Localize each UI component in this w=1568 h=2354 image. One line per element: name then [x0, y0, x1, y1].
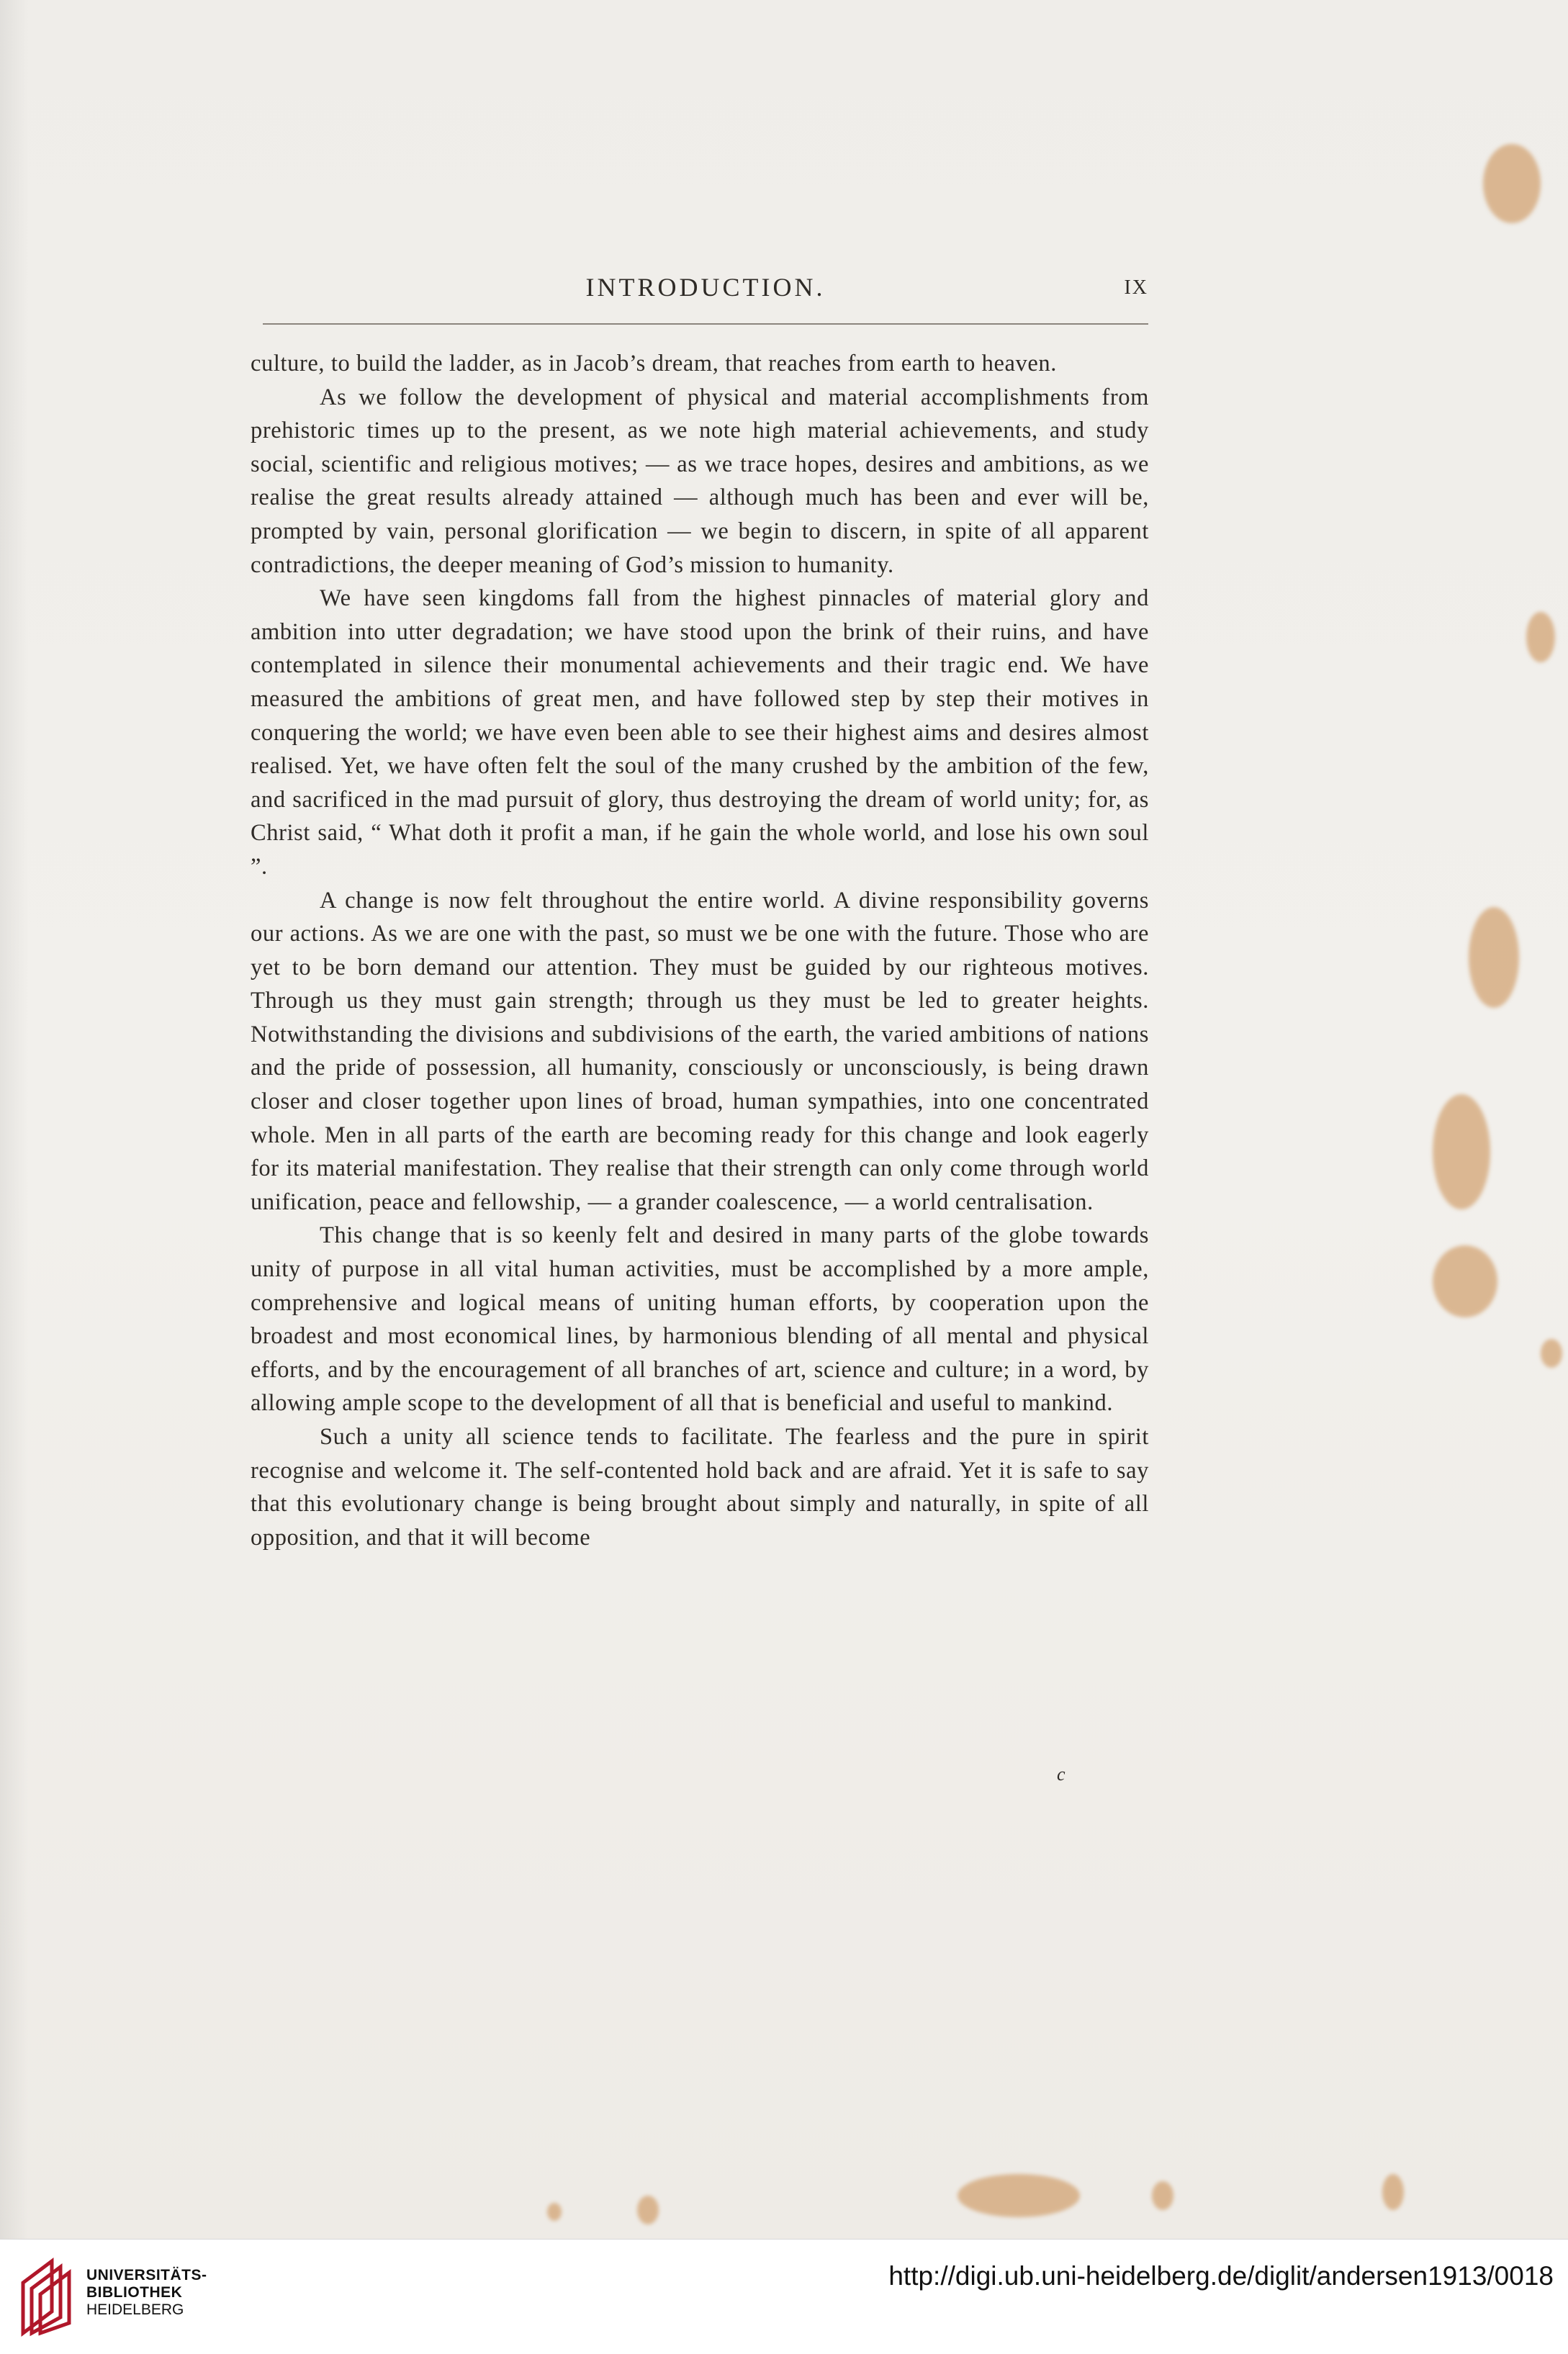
- header-title: INTRODUCTION.: [585, 273, 826, 302]
- foxing-stain: [1469, 907, 1519, 1008]
- foxing-stain: [637, 2196, 659, 2224]
- foxing-stain: [1382, 2174, 1404, 2210]
- body-text: [251, 347, 1149, 1554]
- spine-shadow: [0, 0, 29, 2239]
- library-name-line: HEIDELBERG: [86, 2301, 184, 2318]
- foxing-stain: [1152, 2181, 1173, 2210]
- library-name-line: BIBLIOTHEK: [86, 2284, 183, 2301]
- header-rule: [263, 323, 1148, 325]
- foxing-stain: [1541, 1339, 1562, 1368]
- paragraph: We have seen kingdoms fall from the highest pinnacles of material glory and ambition into utter degradation; we have stood upon the brink of their ruins, and have contemplated in silence their monumental achievements and their tragic end. We have measured the ambitions of great men, and have followed step by step their motives in conquering the world; we have even been able to see their highest aims and desires almost realised. Yet, we have often felt the soul of the many crushed by the ambition of the few, and sacrificed in the mad pursuit of glory, thus destroying the dream of world unity; for, as Christ said, “ What doth it profit a man, if he gain the whole world, and lose his own soul ”.: [251, 585, 1149, 880]
- foxing-stain: [1483, 144, 1541, 223]
- page-number: IX: [1124, 276, 1148, 299]
- paragraph: culture, to build the ladder, as in Jacob’s dream, that reaches from earth to heaven.: [251, 351, 1057, 376]
- signature-mark: c: [1057, 1764, 1065, 1785]
- paragraph: A change is now felt throughout the entire world. A divine responsibility governs our actions. As we are one with the past, so must we be one with the future. Those who are yet to be born demand our attention. They must be guided by our righteous motives. Through us they must gain strength; through us they must be led to greater heights. Notwithstanding the divisions and subdivisions of the earth, the varied ambitions of nations and the pride of possession, all humanity, consciously or unconsciously, is being drawn closer and closer together upon lines of broad, human sympathies, into one concentrated whole. Men in all parts of the earth are becoming ready for this change and look eagerly for its material manifestation. They realise that their strength can only come through world unification, peace and fellowship, — a grander coalescence, — a world centralisation.: [251, 887, 1149, 1215]
- library-logo-icon: [16, 2254, 73, 2339]
- running-header: [263, 268, 1148, 311]
- paragraph: As we follow the development of physical and material accomplishments from prehistoric times up to the present, as we note high material achievements, and study social, scientific and religious motives; — as we trace hopes, desires and ambitions, as we realise the great results already attained — although much has been and ever will be, prompted by vain, personal glorification — we begin to discern, in spite of all apparent contradictions, the deeper meaning of God’s mission to humanity.: [251, 384, 1149, 578]
- foxing-stain: [1433, 1245, 1497, 1317]
- viewer-footer: [0, 2239, 1568, 2354]
- foxing-stain: [958, 2174, 1080, 2217]
- foxing-stain: [1526, 612, 1555, 662]
- paragraph: This change that is so keenly felt and desired in many parts of the globe towards unity of purpose in all vital human activities, must be accomplished by a more ample, comprehensive and logical means of uniting human efforts, by cooperation upon the broadest and most economical lines, by harmonious blending of all mental and physical efforts, and by the encouragement of all branches of art, science and culture; in a word, by allowing ample scope to the development of all that is beneficial and useful to mankind.: [251, 1222, 1149, 1417]
- library-name: [86, 2267, 207, 2319]
- paragraph: Such a unity all science tends to facilitate. The fearless and the pure in spirit recognise and welcome it. The self-contented hold back and are afraid. Yet it is safe to say that this evolutionary change is being brought about simply and naturally, in spite of all opposition, and that it will become: [251, 1424, 1149, 1551]
- foxing-stain: [547, 2203, 562, 2221]
- library-name-line: UNIVERSITÄTS-: [86, 2267, 207, 2283]
- foxing-stain: [1433, 1094, 1490, 1209]
- permalink-url[interactable]: http://digi.ub.uni-heidelberg.de/diglit/andersen1913/0018: [888, 2261, 1554, 2291]
